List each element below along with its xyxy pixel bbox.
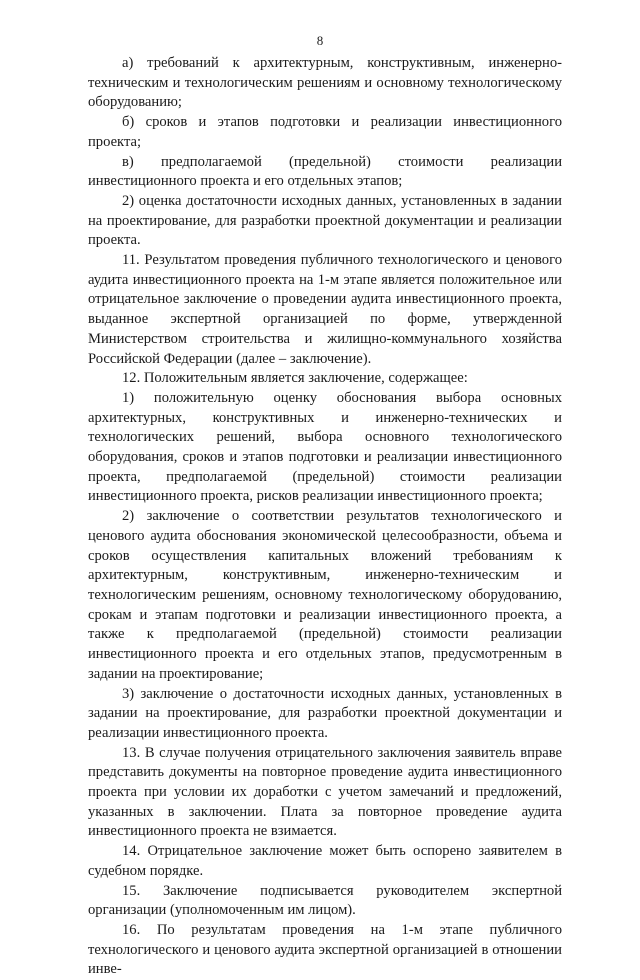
paragraph: 13. В случае получения отрицательного заключения заявитель вправе представить документы на повторное проведение аудита инвестиционного проекта при условии их доработки с учетом замечаний и предложений, указанных в заключении. Плата за повторное проведение аудита инвестиционного проекта не взимается. xyxy=(88,744,562,840)
page-number: 8 xyxy=(316,33,324,48)
paragraph: 16. По результатам проведения на 1-м этапе публичного технологического и ценового аудита экспертной организацией в отношении инве- xyxy=(88,921,562,978)
document-body xyxy=(88,54,562,980)
paragraph: б) сроков и этапов подготовки и реализации инвестиционного проекта; xyxy=(88,114,562,150)
paragraph: 1) положительную оценку обоснования выбора основных архитектурных, конструктивных и инженерно-технических и технологических решений, выбора основного технологического оборудования, сроков и этапов подготовки и реализации инвестиционного проекта, предполагаемой (предельной) стоимости реализации инвестиционного проекта, рисков реализации инвестиционного проекта; xyxy=(88,389,562,505)
paragraph: 3) заключение о достаточности исходных данных, установленных в задании на проектирование, для разработки проектной документации и реализации инвестиционного проекта. xyxy=(88,685,562,741)
paragraph: 14. Отрицательное заключение может быть оспорено заявителем в судебном порядке. xyxy=(88,843,562,879)
paragraph: 12. Положительным является заключение, содержащее: xyxy=(122,370,468,387)
paragraph: 11. Результатом проведения публичного технологического и ценового аудита инвестиционного проекта на 1-м этапе является положительное или отрицательное заключение о проведении аудита инвестиционного проекта, выданное экспертной организацией по форме, утвержденной Министерством строительства и жилищно-коммунального хозяйства Российской Федерации (далее – заключение). xyxy=(88,252,562,367)
paragraph: в) предполагаемой (предельной) стоимости реализации инвестиционного проекта и его отдельных этапов; xyxy=(88,153,562,190)
paragraph: а) требований к архитектурным, конструктивным, инженерно-техническим и технологическим решениям и основному технологическому оборудованию; xyxy=(88,55,562,111)
paragraph: 15. Заключение подписывается руководителем экспертной организации (уполномоченным им лицом). xyxy=(88,882,562,919)
paragraph: 2) оценка достаточности исходных данных, установленных в задании на проектирование, для разработки проектной документации и реализации проекта. xyxy=(88,192,562,249)
paragraph: 2) заключение о соответствии результатов технологического и ценового аудита обоснования экономической целесообразности, объема и сроков осуществления капитальных вложений требованиям к архитектурным, конструктивным, инженерно-техническим и технологическим решениям, основному технологическому оборудованию, срокам и этапам подготовки и реализации инвестиционного проекта, а также к предполагаемой (предельной) стоимости реализации инвестиционного проекта и его отдельных этапов, предусмотренным в задании на проектирование; xyxy=(88,508,562,682)
